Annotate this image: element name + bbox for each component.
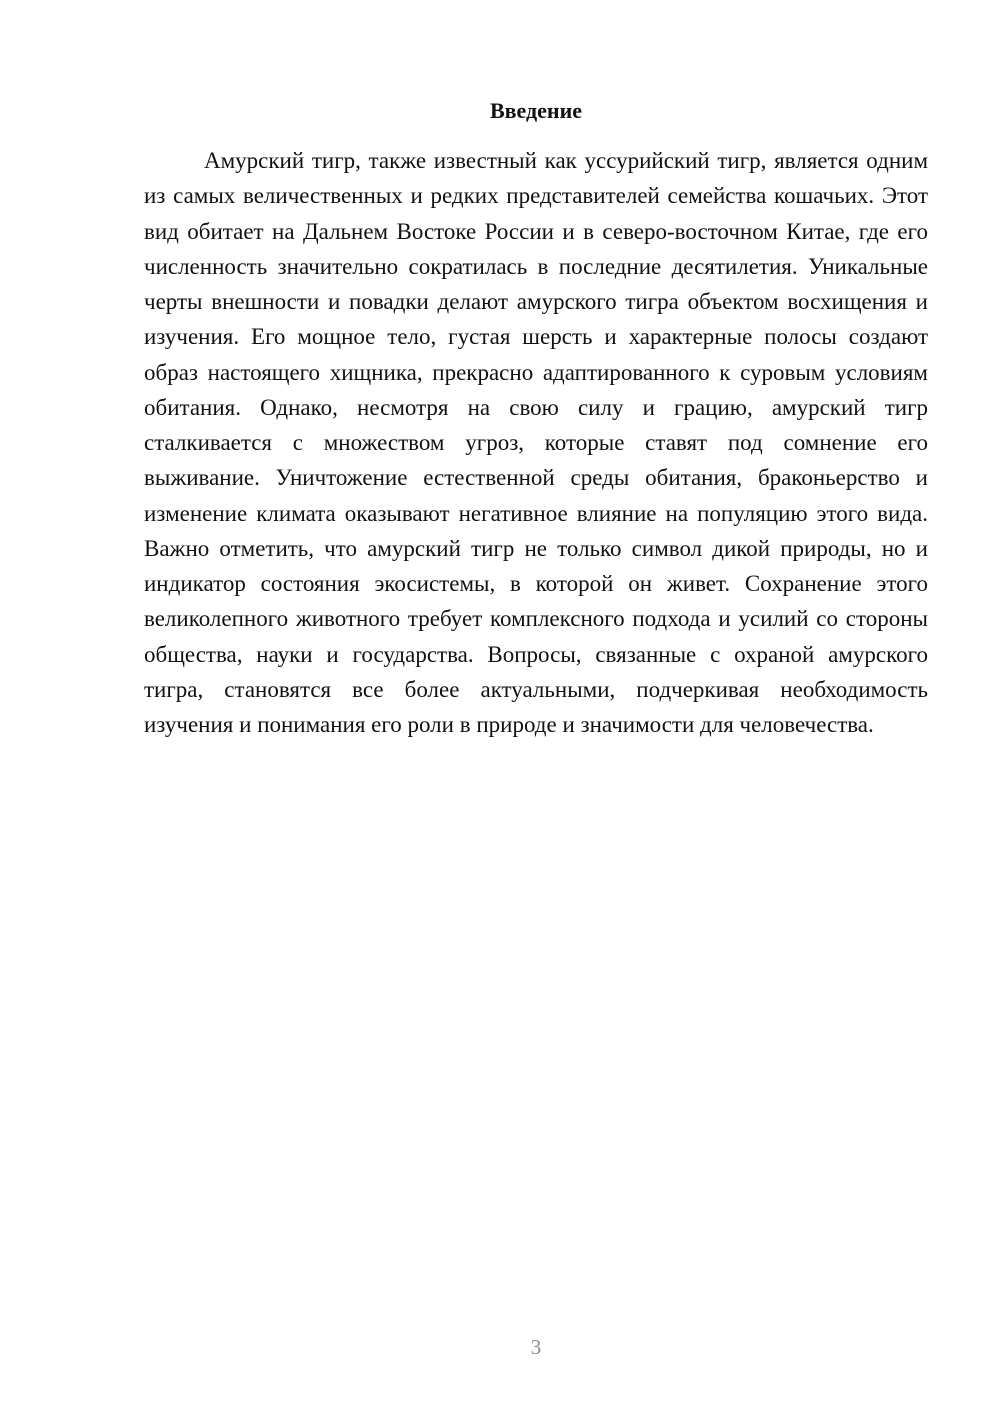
section-heading: Введение — [489, 98, 583, 123]
page-number: 3 — [530, 1335, 542, 1359]
body-paragraph: Амурский тигр, также известный как уссурийский тигр, является одним из самых величественных и редких представителей семейства кошачьих. Этот вид обитает на Дальнем Востоке России и в северо-восточном Китае, где его численность значительно сократилась в последние десятилетия. Уникальные черты внешности и повадки делают амурского тигра объектом восхищения и изучения. Его мощное тело, густая шерсть и характерные полосы создают образ настоящего хищника, прекрасно адаптированного к суровым условиям обитания. Однако, несмотря на свою силу и грацию, амурский тигр сталкивается с множеством угроз, которые ставят под сомнение его выживание. Уничтожение естественной среды обитания, браконьерство и изменение климата оказывают негативное влияние на популяцию этого вида. Важно отметить, что амурский тигр не только символ дикой природы, но и индикатор состояния экосистемы, в которой он живет. Сохранение этого великолепного животного требует комплексного подхода и усилий со стороны общества, науки и государства. Вопросы, связанные с охраной амурского тигра, становятся все более актуальными, подчеркивая необходимость изучения и понимания его роли в природе и значимости для человечества. — [144, 148, 928, 737]
